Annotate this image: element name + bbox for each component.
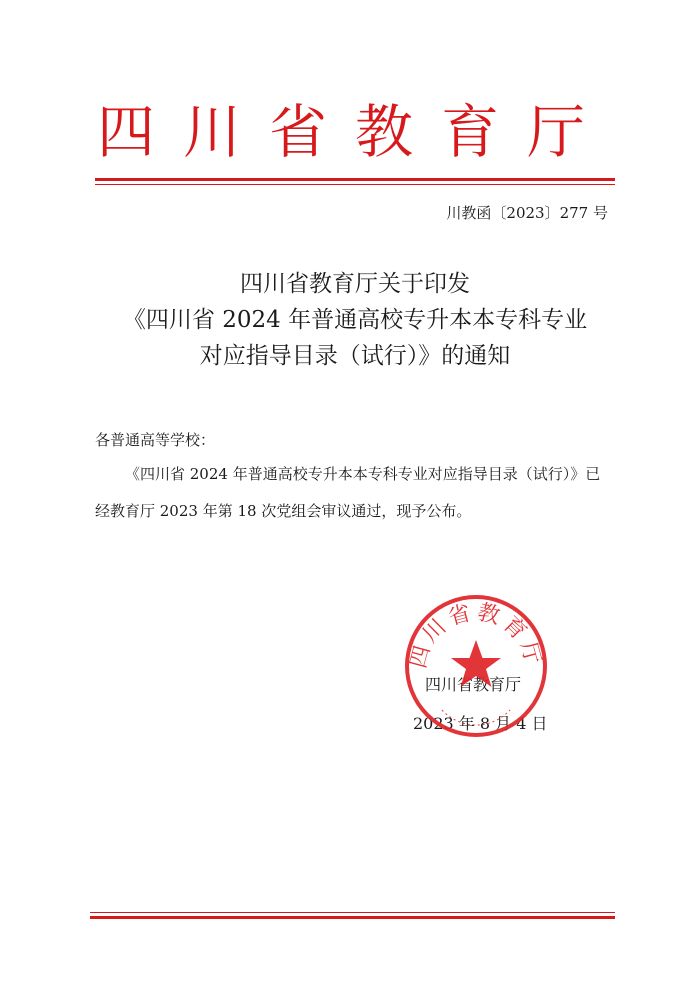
header-divider-thick (95, 178, 615, 181)
body-text (95, 456, 615, 530)
salutation: 各普通高等学校： (95, 431, 216, 449)
header-divider-thin (95, 184, 615, 185)
signature-date: 2023 年 8 月 4 日 (413, 714, 548, 733)
title-line-2: 《四川省 2024 年普通高校专升本本专科专业 (122, 307, 588, 333)
document-number: 川教函〔2023〕277 号 (446, 204, 608, 222)
issuer-header: 四川省教育厅 (96, 98, 613, 166)
footer-divider-thin (90, 912, 615, 913)
official-seal (402, 592, 550, 740)
title-line-1: 四川省教育厅关于印发 (240, 271, 470, 297)
signature-issuer: 四川省教育厅 (425, 675, 522, 694)
footer-divider-thick (90, 916, 615, 919)
document-title (95, 266, 615, 374)
red-star-icon (451, 640, 501, 687)
title-line-3: 对应指导目录（试行）》的通知 (199, 343, 511, 369)
seal-text: 四川省教育厅 (406, 599, 546, 671)
body-paragraph: 《四川省 2024 年普通高校专升本本专科专业对应指导目录（试行）》已经教育厅 2023 年第 18 次党组会审议通过，现予公布。 (95, 465, 601, 520)
